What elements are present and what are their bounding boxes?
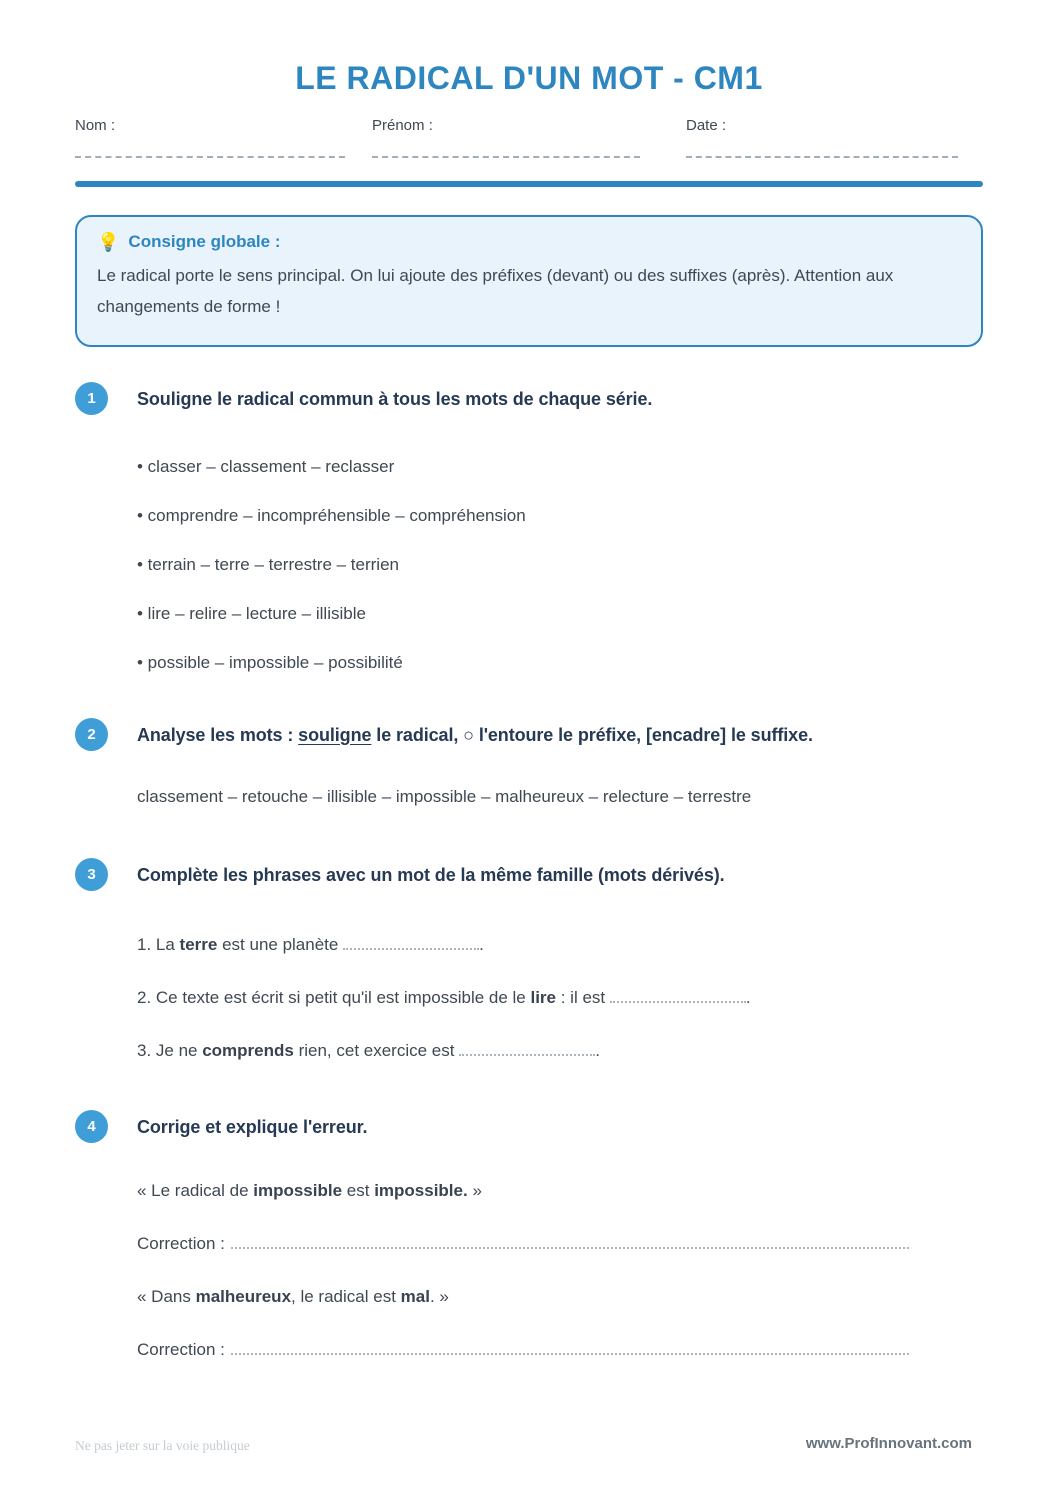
exercise-4-title: Corrige et explique l'erreur. [137, 1116, 368, 1137]
date-field [686, 117, 958, 158]
quote-keyword: malheureux [195, 1287, 292, 1306]
quoted-statement [137, 1287, 983, 1306]
title-underlined-word: souligne [298, 724, 372, 745]
sentence-text: . [479, 935, 484, 954]
fill-in-sentence [137, 1041, 983, 1060]
word-series: • terrain – terre – terrestre – terrien [137, 555, 399, 574]
firstname-write-line [372, 156, 640, 158]
exercise-number-badge: 2 [75, 718, 108, 751]
exercise-2-title [137, 724, 813, 746]
exercise-1-header [75, 382, 983, 415]
correction-write-line [231, 1343, 909, 1355]
exercise-4 [75, 1110, 983, 1393]
page-title: LE RADICAL D'UN MOT - CM1 [295, 60, 763, 96]
instruction-text: Le radical porte le sens principal. On lui ajoute des préfixes (devant) ou des suffixes (après). Attention aux changements de forme ! [97, 266, 894, 316]
quote-text: « Dans [137, 1287, 196, 1306]
lightbulb-icon: 💡 [97, 232, 120, 252]
date-label: Date : [686, 117, 727, 134]
word-series: • comprendre – incompréhensible – compréhension [137, 506, 526, 525]
word-series: • lire – relire – lecture – illisible [137, 604, 366, 623]
sentence-keyword: lire [530, 988, 557, 1007]
correction-label: Correction : [137, 1234, 225, 1253]
word-series: • classer – classement – reclasser [137, 457, 395, 476]
sentence-keyword: comprends [202, 1041, 294, 1060]
quote-keyword: impossible [253, 1181, 343, 1200]
sentence-text: 3. Je ne [137, 1041, 203, 1060]
exercise-3-header [75, 858, 983, 891]
sentence-text: 1. La [137, 935, 180, 954]
firstname-field [372, 117, 640, 158]
sentence-text: : il est [556, 988, 610, 1007]
exercise-3-title: Complète les phrases avec un mot de la même famille (mots dérivés). [137, 864, 725, 885]
fill-in-sentence [137, 935, 983, 954]
correction-line [137, 1234, 983, 1253]
answer-blank [459, 1044, 595, 1056]
exercise-2-header [75, 718, 983, 751]
exercise-number-badge: 4 [75, 1110, 108, 1143]
firstname-label: Prénom : [372, 117, 433, 134]
footer-website: www.ProfInnovant.com [805, 1435, 972, 1452]
sentence-text: 2. Ce texte est écrit si petit qu'il est impossible de le [137, 988, 531, 1007]
exercise-2-body [137, 787, 983, 806]
answer-blank [343, 938, 479, 950]
quote-text: » [467, 1181, 482, 1200]
instruction-title: Consigne globale : [128, 232, 281, 251]
exercise-4-header [75, 1110, 983, 1143]
exercise-2 [75, 718, 983, 806]
correction-line [137, 1340, 983, 1359]
title-text: le radical, ○ l'entoure le préfixe, [encadre] le suffixe. [371, 724, 813, 745]
exercise-1-title: Souligne le radical commun à tous les mots de chaque série. [137, 388, 653, 409]
answer-blank [610, 991, 746, 1003]
date-write-line [686, 156, 958, 158]
sentence-text: rien, cet exercice est [293, 1041, 460, 1060]
exercise-1-body [137, 457, 983, 672]
sentence-keyword: terre [179, 935, 218, 954]
quote-text: « Le radical de [137, 1181, 254, 1200]
sentence-text: . [745, 988, 751, 1007]
exercise-3-body [137, 935, 983, 1060]
correction-label: Correction : [137, 1340, 225, 1359]
exercise-3 [75, 858, 983, 1094]
word-list: classement – retouche – illisible – impossible – malheureux – relecture – terrestre [137, 787, 752, 806]
quote-text: est [342, 1181, 375, 1200]
title-text: Analyse les mots : [137, 724, 299, 745]
name-write-line [75, 156, 345, 158]
exercise-1 [75, 382, 983, 702]
name-field [75, 117, 345, 158]
quote-keyword: mal [400, 1287, 430, 1306]
quote-text: , le radical est [291, 1287, 401, 1306]
quoted-statement [137, 1181, 983, 1200]
header-divider [75, 181, 983, 187]
exercise-number-badge: 1 [75, 382, 108, 415]
exercise-number-badge: 3 [75, 858, 108, 891]
header-fields [75, 117, 983, 162]
sentence-text: est une planète [217, 935, 344, 954]
global-instruction-box [75, 215, 983, 347]
word-series: • possible – impossible – possibilité [137, 653, 403, 672]
name-label: Nom : [75, 117, 116, 134]
quote-keyword: impossible. [374, 1181, 468, 1200]
exercise-4-body [137, 1181, 983, 1359]
quote-text: . » [429, 1287, 449, 1306]
instruction-header [97, 232, 961, 252]
fill-in-sentence [137, 988, 983, 1007]
sentence-text: . [595, 1041, 600, 1060]
footer-legal-text: Ne pas jeter sur la voie publique [75, 1438, 250, 1453]
correction-write-line [231, 1237, 909, 1249]
